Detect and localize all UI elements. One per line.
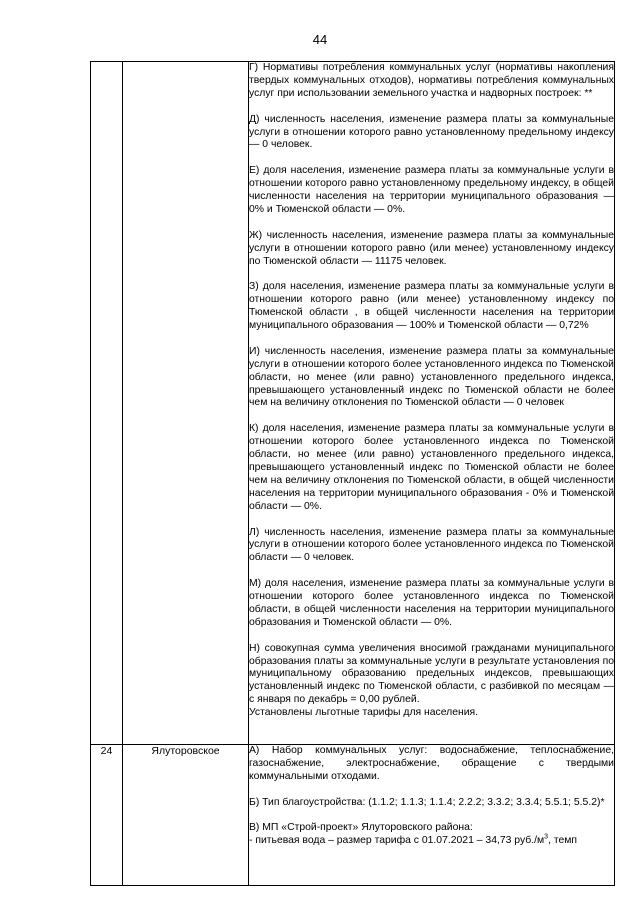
table-row: [91, 745, 615, 886]
paragraph-a: А) Набор коммунальных услуг: водоснабжение, теплоснабжение, газоснабжение, электроснабжение, обращение с твердыми коммунальными отходами.: [249, 745, 614, 782]
paragraph-g: Г) Нормативы потребления коммунальных услуг (нормативы накопления твердых коммунальных отходов), нормативы потребления коммунальных услуг при использовании земельного участка и надворных построек: **: [249, 62, 614, 99]
paragraph-z: З) доля населения, изменение размера платы за коммунальные услуги в отношении которого равно (или менее) установленному индексу по Тюменской области , в общей численности населения на территории муниципального образования — 100% и Тюменской области — 0,72%: [249, 281, 614, 332]
paragraph-i: И) численность населения, изменение размера платы за коммунальные услуги в отношении которого более установленного индекса по Тюменской области, но менее (или равно) установленного предельного индекса, превышающего установленный индекс по Тюменской области не более чем на величину отклонения по Тюменской области — 0 человек: [249, 345, 614, 409]
tariff-unit-superscript: 3: [544, 833, 549, 841]
municipality-name: [123, 62, 249, 745]
paragraph-n: Н) совокупная сумма увеличения вносимой гражданами муниципального образования платы за коммунальные услуги в результате установления по муниципальному образованию предельных индексов, превышающих установленный индекс по Тюменской области, с разбивкой по месяцам — с января по декабрь = 0,00 рублей.: [249, 642, 614, 706]
tariff-tail: , темп: [548, 835, 578, 847]
tariff-text: - питьевая вода – размер тарифа с 01.07.2021 – 34,73 руб./м: [249, 835, 545, 847]
document-table: [90, 61, 615, 886]
table-row: [91, 62, 615, 745]
row-number: [91, 62, 123, 745]
paragraph-k: К) доля населения, изменение размера платы за коммунальные услуги в отношении которого более установленного индекса по Тюменской области, но менее (или равно) установленного предельного индекса, превышающего установленный индекс по Тюменской области не более чем на величину отклонения по Тюменской области, в общей численности населения на территории муниципального образования - 0% и Тюменской области — 0%.: [249, 423, 614, 512]
provider-line: В) МП «Строй-проект» Ялуторовского района:: [249, 822, 473, 834]
paragraph-m: М) доля населения, изменение размера платы за коммунальные услуги в отношении которого более установленного индекса по Тюменской области, в общей численности населения на территории муниципального образования и Тюменской области — 0%.: [249, 578, 614, 628]
tariff-line: [249, 835, 614, 848]
closing-line: Установлены льготные тарифы для населения.: [249, 707, 479, 719]
row-number: 24: [91, 745, 123, 886]
paragraph-l: Л) численность населения, изменение размера платы за коммунальные услуги в отношении которого более установленного индекса по Тюменской области — 0 человек.: [249, 526, 614, 564]
paragraph-e: Е) доля населения, изменение размера платы за коммунальные услуги в отношении которого равно установленному предельному индексу, в общей численности населения на территории муниципального образования — 0% и Тюменской области — 0%.: [249, 165, 614, 215]
row-content: [249, 745, 615, 886]
page-number: 44: [312, 32, 328, 47]
row-content: [249, 62, 615, 745]
paragraph-b: Б) Тип благоустройства: (1.1.2; 1.1.3; 1.1.4; 2.2.2; 3.3.2; 3.3.4; 5.5.1; 5.5.2)*: [249, 796, 605, 808]
paragraph-d: Д) численность населения, изменение размера платы за коммунальные услуги в отношении которого равно установленному предельному индексу — 0 человек.: [249, 113, 614, 151]
municipality-name: Ялуторовское: [123, 745, 249, 886]
paragraph-zh: Ж) численность населения, изменение размера платы за коммунальные услуги в отношении которого равно (или менее) установленному индексу по Тюменской области — 11175 человек.: [249, 229, 614, 267]
